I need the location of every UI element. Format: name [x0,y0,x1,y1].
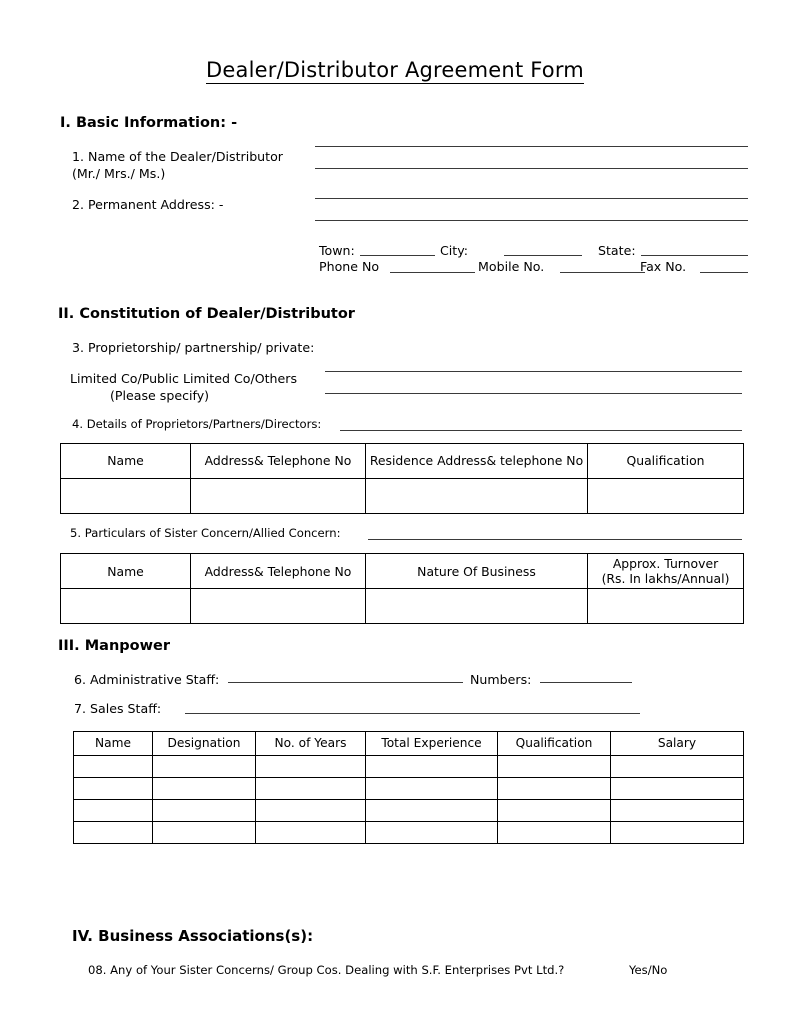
column-header-no-of-years: No. of Years [256,732,366,756]
cell-approx-turnover[interactable] [588,589,744,624]
cell-salary[interactable] [611,778,744,800]
column-header-total-experience: Total Experience [366,732,498,756]
column-header-designation: Designation [153,732,256,756]
cell-no-of-years[interactable] [256,800,366,822]
input-line-mobile-no[interactable] [560,272,645,273]
label-name-title-options: (Mr./ Mrs./ Ms.) [72,166,166,181]
cell-qualification[interactable] [498,756,611,778]
label-administrative-staff: 6. Administrative Staff: [74,672,220,687]
cell-designation[interactable] [153,800,256,822]
cell-residence-address-telephone[interactable] [366,479,588,514]
column-header-name: Name [61,444,191,479]
table-row [61,589,744,624]
label-details-of-proprietors: 4. Details of Proprietors/Partners/Directors: [72,417,322,431]
label-name-of-dealer: 1. Name of the Dealer/Distributor [72,149,283,164]
cell-designation[interactable] [153,778,256,800]
column-header-name: Name [61,554,191,589]
table-row [74,778,744,800]
label-proprietorship-type: 3. Proprietorship/ partnership/ private: [72,340,315,355]
cell-name[interactable] [61,479,191,514]
column-header-residence-address-telephone: Residence Address& telephone No [366,444,588,479]
input-line-permanent-address-2[interactable] [315,220,748,221]
label-limited-co-options: Limited Co/Public Limited Co/Others [70,371,298,386]
input-line-fax-no[interactable] [700,272,748,273]
label-town: Town: [319,243,355,258]
column-header-qualification: Qualification [498,732,611,756]
table-proprietors-details [60,443,744,514]
label-permanent-address: 2. Permanent Address: - [72,197,224,212]
section-heading-constitution: II. Constitution of Dealer/Distributor [58,306,355,322]
table-row [74,822,744,844]
label-fax-no: Fax No. [640,259,687,274]
cell-salary[interactable] [611,822,744,844]
column-header-address-telephone: Address& Telephone No [191,444,366,479]
label-city: City: [440,243,469,258]
section-heading-basic-information: I. Basic Information: - [60,115,238,131]
cell-qualification[interactable] [498,778,611,800]
section-heading-business-associations: IV. Business Associations(s): [72,927,314,945]
column-header-salary: Salary [611,732,744,756]
input-line-sales-staff[interactable] [185,713,640,714]
table-header-row [74,732,744,756]
cell-qualification[interactable] [498,822,611,844]
input-line-town[interactable] [360,255,435,256]
cell-designation[interactable] [153,822,256,844]
label-mobile-no: Mobile No. [478,259,545,274]
label-sales-staff: 7. Sales Staff: [74,701,162,716]
cell-name[interactable] [74,756,153,778]
table-header-row [61,554,744,589]
table-row [74,800,744,822]
input-line-details-of-proprietors[interactable] [340,430,742,431]
input-line-administrative-staff-numbers[interactable] [540,682,632,683]
input-line-permanent-address-1[interactable] [315,198,748,199]
input-line-city[interactable] [504,255,582,256]
cell-qualification[interactable] [588,479,744,514]
cell-salary[interactable] [611,756,744,778]
cell-designation[interactable] [153,756,256,778]
cell-no-of-years[interactable] [256,756,366,778]
table-sales-staff [73,731,744,844]
cell-no-of-years[interactable] [256,778,366,800]
cell-total-experience[interactable] [366,778,498,800]
column-header-nature-of-business: Nature Of Business [366,554,588,589]
column-header-approx-turnover-line-2: (Rs. In lakhs/Annual) [601,571,730,587]
cell-address-telephone[interactable] [191,479,366,514]
input-line-administrative-staff[interactable] [228,682,463,683]
column-header-name: Name [74,732,153,756]
cell-name[interactable] [74,800,153,822]
cell-name[interactable] [61,589,191,624]
table-row [61,479,744,514]
page-title [0,58,790,82]
cell-nature-of-business[interactable] [366,589,588,624]
column-header-qualification: Qualification [588,444,744,479]
cell-no-of-years[interactable] [256,822,366,844]
label-particulars-sister-concern: 5. Particulars of Sister Concern/Allied Concern: [70,526,341,540]
cell-name[interactable] [74,822,153,844]
input-line-dealer-name-2[interactable] [315,168,748,169]
label-yes-no-option[interactable]: Yes/No [629,963,668,977]
input-line-phone-no[interactable] [390,272,475,273]
label-phone-no: Phone No [319,259,380,274]
label-please-specify: (Please specify) [110,388,210,403]
cell-total-experience[interactable] [366,822,498,844]
page-title-text: Dealer/Distributor Agreement Form [206,58,584,82]
label-state: State: [598,243,636,258]
section-heading-manpower: III. Manpower [58,638,170,654]
column-header-approx-turnover-line-1: Approx. Turnover [612,556,719,571]
table-row [74,756,744,778]
input-line-dealer-name-1[interactable] [315,146,748,147]
column-header-approx-turnover [588,554,744,589]
cell-qualification[interactable] [498,800,611,822]
input-line-constitution-2[interactable] [325,393,742,394]
table-header-row [61,444,744,479]
cell-name[interactable] [74,778,153,800]
cell-address-telephone[interactable] [191,589,366,624]
input-line-particulars-sister-concern[interactable] [368,539,742,540]
cell-total-experience[interactable] [366,756,498,778]
label-administrative-staff-numbers: Numbers: [470,672,532,687]
input-line-constitution-1[interactable] [325,371,742,372]
label-sister-concerns-dealing-question: 08. Any of Your Sister Concerns/ Group Cos. Dealing with S.F. Enterprises Pvt Ltd.? [88,963,565,977]
column-header-address-telephone: Address& Telephone No [191,554,366,589]
table-sister-concern-particulars [60,553,744,624]
input-line-state[interactable] [641,255,748,256]
cell-salary[interactable] [611,800,744,822]
cell-total-experience[interactable] [366,800,498,822]
